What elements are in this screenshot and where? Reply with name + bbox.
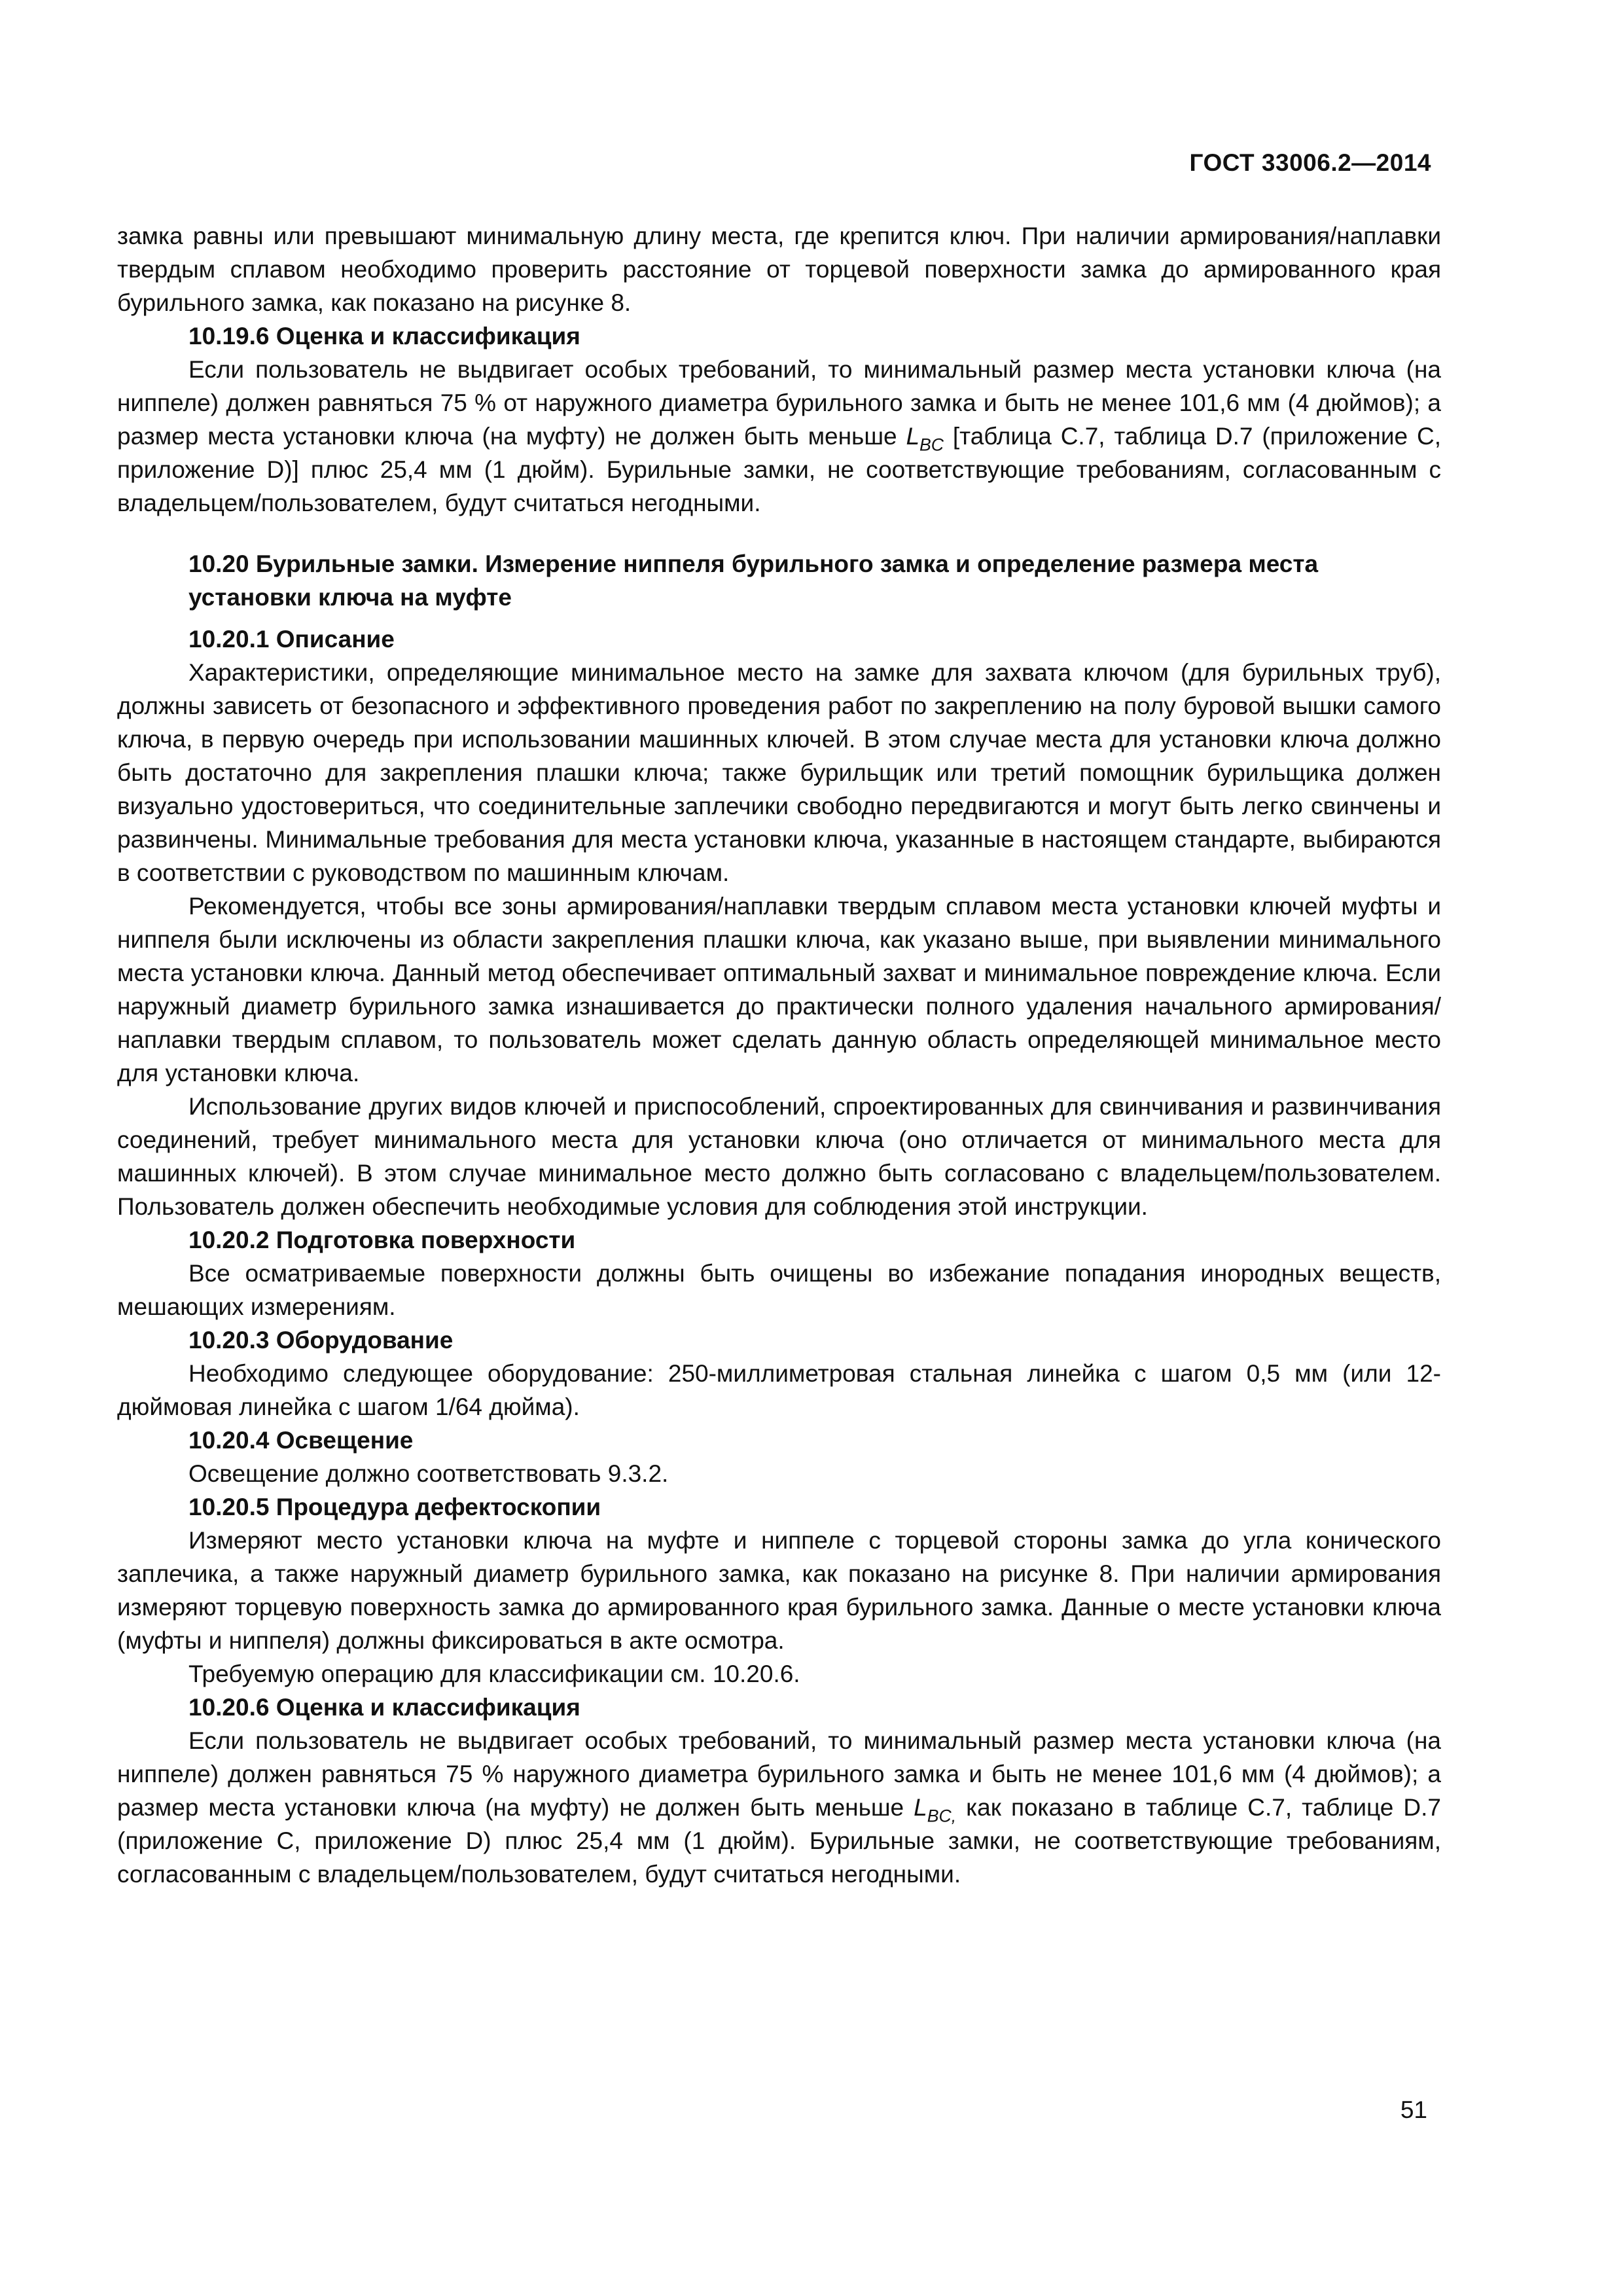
heading-10-20-3: 10.20.3 Оборудование bbox=[188, 1327, 454, 1354]
page-number: 51 bbox=[1400, 2096, 1427, 2123]
paragraph-10-20-5-b: Требуемую операцию для классификации см. 10.20.6. bbox=[188, 1660, 800, 1687]
heading-10-20-6: 10.20.6 Оценка и классификация bbox=[188, 1694, 580, 1721]
paragraph-10-20-1-a: Характеристики, определяющие минимальное место на замке для захвата ключом (для бурильных труб), должны зависеть от безопасного и эффективного проведения работ по закреплению на полу буровой вышки самого ключа, в первую очередь при использовании машинных ключей. В этом случае места для установки ключа должно быть достаточно для закрепления плашки ключа; также бурильщик или третий помощник бурильщика должен визуально удостовериться, что соединительные заплечики свободно передвигаются и могут быть легко свинчены и развинчены. Минимальные требования для места установки ключа, указанные в настоящем стандарте, выбираются в соответствии с руководством по машинным ключам. bbox=[117, 659, 1441, 886]
heading-10-20-4: 10.20.4 Освещение bbox=[188, 1427, 414, 1454]
symbol-l: L bbox=[914, 1794, 927, 1821]
heading-10-20-5: 10.20.5 Процедура дефектоскопии bbox=[188, 1494, 601, 1520]
paragraph-10-20-6-part-b: как показано в таблице С.7, таблице D.7 (приложение С, приложение D) плюс 25,4 мм (1 дюйм). Бурильные замки, не соответствующие требованиям, согласованным с владельцем/пользователем, будут считаться негодными. bbox=[117, 1794, 1441, 1888]
standard-id: ГОСТ 33006.2—2014 bbox=[1189, 149, 1431, 176]
paragraph-10-20-6-part-a: Если пользователь не выдвигает особых требований, то минимальный размер места установки ключа (на ниппеле) должен равняться 75 % наружного диаметра бурильного замка и быть не менее 101,6 мм (4 дюймов); а размер места установки ключа (на муфту) не должен быть меньше bbox=[117, 1727, 1441, 1821]
symbol-l: L bbox=[906, 423, 920, 450]
paragraph-10-20-1-c: Использование других видов ключей и приспособлений, спроектированных для свинчивания и развинчивания соединений, требует минимального места для установки ключа (оно отличается от минимального места для машинных ключей). В этом случае минимальное место должно быть согласовано с владельцем/пользователем. Пользователь должен обеспечить необходимые условия для соблюдения этой инструкции. bbox=[117, 1093, 1441, 1220]
paragraph-10-20-4: Освещение должно соответствовать 9.3.2. bbox=[188, 1460, 669, 1487]
paragraph-intro: замка равны или превышают минимальную длину места, где крепится ключ. При наличии армирования/наплавки твердым сплавом необходимо проверить расстояние от торцевой поверхности замка до армированного края бурильного замка, как показано на рисунке 8. bbox=[117, 223, 1441, 316]
paragraph-10-20-2: Все осматриваемые поверхности должны быть очищены во избежание попадания инородных веществ, мешающих измерениям. bbox=[117, 1260, 1441, 1320]
paragraph-10-20-1-b: Рекомендуется, чтобы все зоны армирования/наплавки твердым сплавом места установки ключей муфты и ниппеля были исключены из области закрепления плашки ключа, как указано выше, при выявлении минимального места установки ключа. Данный метод обеспечивает оптимальный захват и минимальное повреждение ключа. Если наружный диаметр бурильного замка изнашивается до практически полного удаления начального армирования/наплавки твердым сплавом, то пользователь может сделать данную область определяющей минимальное место для установки ключа. bbox=[117, 893, 1441, 1086]
paragraph-10-20-3: Необходимо следующее оборудование: 250-миллиметровая стальная линейка с шагом 0,5 мм (или 12-дюймовая линейка с шагом 1/64 дюйма). bbox=[117, 1360, 1441, 1420]
heading-10-19-6: 10.19.6 Оценка и классификация bbox=[188, 323, 580, 350]
document-body bbox=[117, 219, 1441, 1891]
heading-10-20-1: 10.20.1 Описание bbox=[188, 626, 395, 653]
symbol-bc-subscript: BC bbox=[919, 435, 944, 455]
paragraph-10-20-5-a: Измеряют место установки ключа на муфте и ниппеле с торцевой стороны замка до угла конического заплечика, а также наружный диаметр бурильного замка, как показано на рисунке 8. При наличии армирования измеряют торцевую поверхность замка до армированного края бурильного замка. Данные о месте установки ключа (муфты и ниппеля) должны фиксироваться в акте осмотра. bbox=[117, 1527, 1441, 1654]
symbol-bc-subscript: BC, bbox=[927, 1806, 957, 1826]
paragraph-10-19-6 bbox=[117, 353, 1441, 520]
paragraph-10-20-6 bbox=[117, 1724, 1441, 1891]
heading-10-20: 10.20 Бурильные замки. Измерение ниппеля бурильного замка и определение размера места установки ключа на муфте bbox=[188, 550, 1319, 611]
paragraph-10-19-6-part-a: Если пользователь не выдвигает особых требований, то минимальный размер места установки ключа (на ниппеле) должен равняться 75 % от наружного диаметра бурильного замка и быть не менее 101,6 мм (4 дюймов); а размер места установки ключа (на муфту) не должен быть меньше bbox=[117, 356, 1441, 450]
heading-10-20-2: 10.20.2 Подготовка поверхности bbox=[188, 1227, 576, 1253]
paragraph-10-19-6-part-b: [таблица С.7, таблица D.7 (приложение С, приложение D)] плюс 25,4 мм (1 дюйм). Бурильные замки, не соответствующие требованиям, согласованным с владельцем/пользователем, будут считаться негодными. bbox=[117, 423, 1441, 516]
